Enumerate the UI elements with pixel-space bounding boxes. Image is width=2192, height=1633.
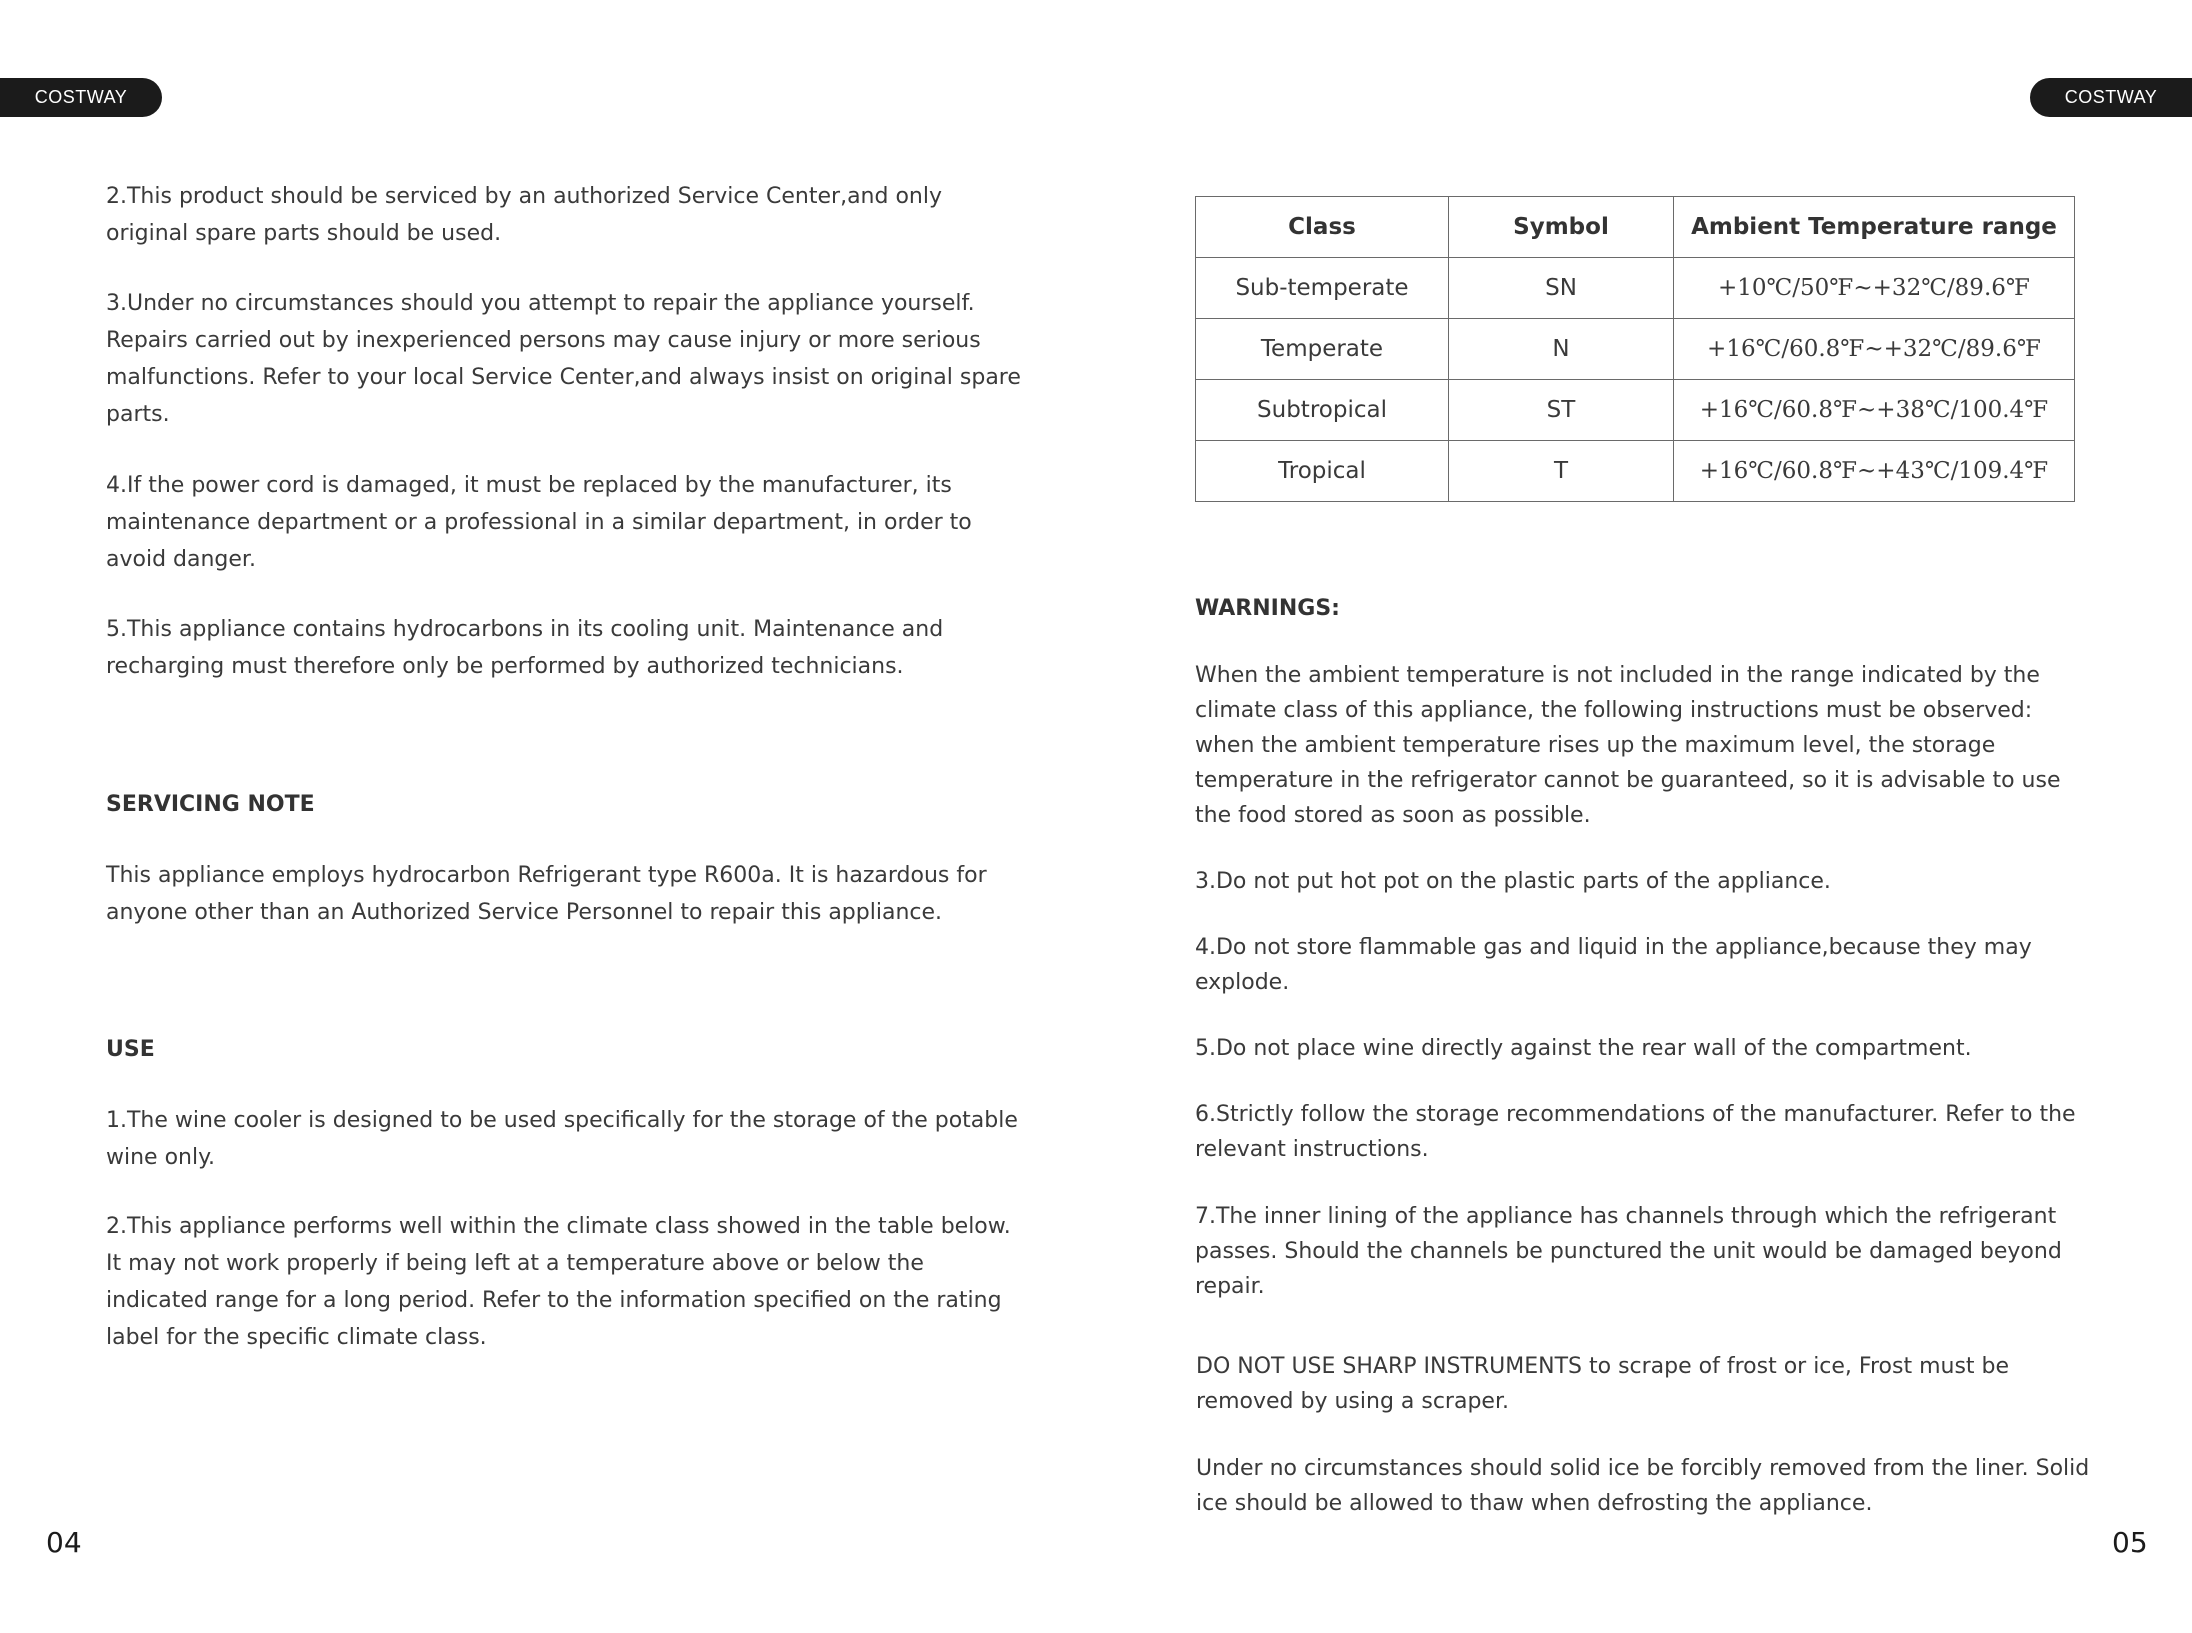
cell-range: +10℃/50℉~+32℃/89.6℉ [1674,258,2075,319]
cell-class: Tropical [1196,441,1449,502]
warning-item-5: 5.Do not place wine directly against the rear wall of the compartment. [1195,1036,1972,1061]
table-row [1196,258,2075,319]
servicing-note-heading: SERVICING NOTE [106,792,315,817]
cell-class: Sub-temperate [1196,258,1449,319]
cell-class: Temperate [1196,319,1449,380]
use-heading: USE [106,1037,155,1062]
service-item-5: 5.This appliance contains hydrocarbons in its cooling unit. Maintenance and recharging must therefore only be performed by authorized technicians. [106,617,944,679]
brand-badge-right [2030,78,2192,117]
service-item-2: 2.This product should be serviced by an authorized Service Center,and only original spare parts should be used. [106,184,942,246]
cell-range: +16℃/60.8℉~+43℃/109.4℉ [1674,441,2075,502]
warnings-heading: WARNINGS: [1195,596,1340,621]
header-temperature-range: Ambient Temperature range [1674,197,2075,258]
service-item-3: 3.Under no circumstances should you attempt to repair the appliance yourself. Repairs carried out by inexperienced persons may cause injury or more serious malfunctions. Refer to your local Service Center,and always insist on original spare parts. [106,291,1021,427]
use-item-1: 1.The wine cooler is designed to be used specifically for the storage of the potable wine only. [106,1108,1018,1170]
servicing-note-text: This appliance employs hydrocarbon Refrigerant type R600a. It is hazardous for anyone other than an Authorized Service Personnel to repair this appliance. [106,863,987,925]
solid-ice-note: Under no circumstances should solid ice be forcibly removed from the liner. Solid ice should be allowed to thaw when defrosting the appliance. [1196,1456,2090,1516]
cell-class: Subtropical [1196,380,1449,441]
table-row [1196,319,2075,380]
use-item-2: 2.This appliance performs well within the climate class showed in the table below. It may not work properly if being left at a temperature above or below the indicated range for a long period. Refer to the information specified on the rating label for the specific climate class. [106,1214,1011,1350]
cell-symbol: N [1449,319,1674,380]
sharp-instruments-note: DO NOT USE SHARP INSTRUMENTS to scrape of frost or ice, Frost must be removed by using a scraper. [1196,1354,2010,1414]
cell-range: +16℃/60.8℉~+32℃/89.6℉ [1674,319,2075,380]
cell-symbol: ST [1449,380,1674,441]
cell-symbol: SN [1449,258,1674,319]
brand-badge-left [0,78,162,117]
page-number-left: 04 [46,1526,82,1559]
warning-item-6: 6.Strictly follow the storage recommendations of the manufacturer. Refer to the relevant instructions. [1195,1102,2076,1162]
header-symbol: Symbol [1449,197,1674,258]
warnings-intro: When the ambient temperature is not included in the range indicated by the climate class of this appliance, the following instructions must be observed: when the ambient temperature rises up the maximum level, the storage temperature in the refrigerator cannot be guaranteed, so it is advisable to use the food stored as soon as possible. [1195,663,2061,828]
warning-item-3: 3.Do not put hot pot on the plastic parts of the appliance. [1195,869,1831,894]
service-item-4: 4.If the power cord is damaged, it must be replaced by the manufacturer, its maintenance department or a professional in a similar department, in order to avoid danger. [106,473,972,572]
brand-label: COSTWAY [2064,87,2158,107]
table-row [1196,380,2075,441]
brand-label: COSTWAY [34,87,128,107]
climate-class-table [1195,196,2075,502]
header-class: Class [1196,197,1449,258]
cell-symbol: T [1449,441,1674,502]
page-number-right: 05 [2112,1526,2148,1559]
cell-range: +16℃/60.8℉~+38℃/100.4℉ [1674,380,2075,441]
warning-item-4: 4.Do not store flammable gas and liquid in the appliance,because they may explode. [1195,935,2032,995]
warning-item-7: 7.The inner lining of the appliance has channels through which the refrigerant passes. Should the channels be punctured the unit would be damaged beyond repair. [1195,1204,2062,1299]
table-row [1196,441,2075,502]
table-header-row [1196,197,2075,258]
